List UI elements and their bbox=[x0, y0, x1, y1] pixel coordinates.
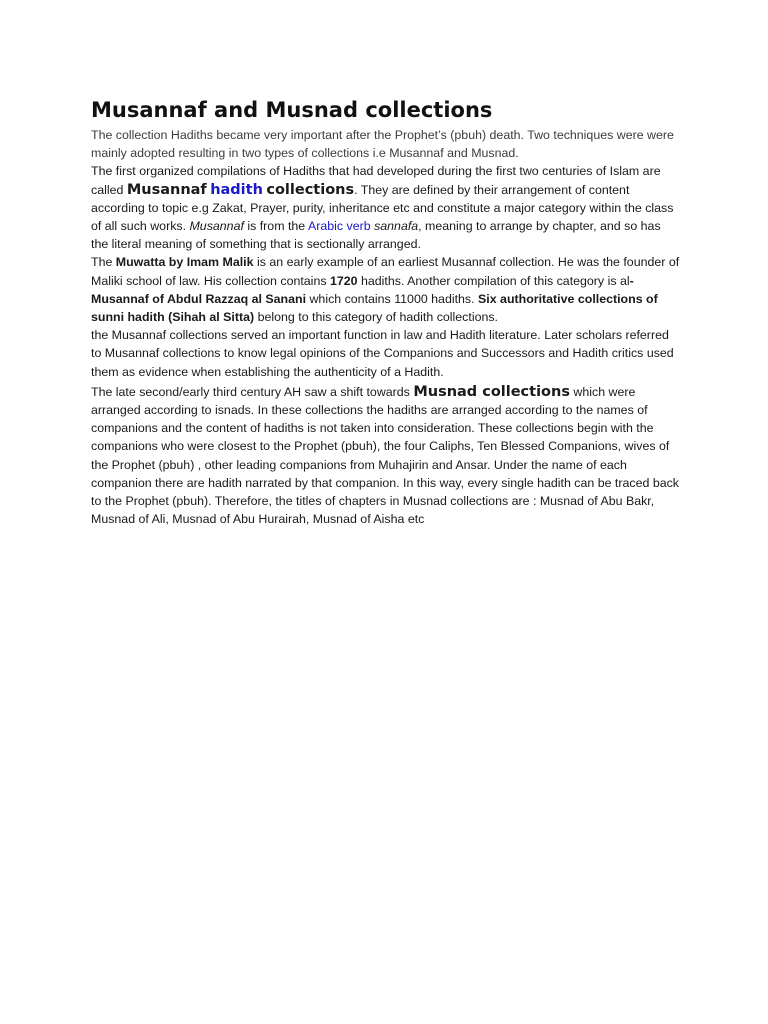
sihah-al-sitta-term: Six authoritative collections of sunni hadith (Sihah al Sitta) bbox=[91, 291, 658, 325]
text-run: which were arranged according to isnads. In these collections the hadiths are arranged according to the names of companions and the content of hadiths is not taken into consideration. These collections begin with the companions who were closest to the Prophet (pbuh), the four Caliphs, Ten Blessed Companions, wives of the Prophet (pbuh) , other leading companions from Muhajirin and Ansar. Under the name of each companion there are hadith narrated by that companion. In this way, every single hadith can be traced back to the Prophet (pbuh). Therefore, the titles of chapters in Musnad collections are : Musnad of Abu Bakr, Musnad of Ali, Musnad of Abu Hurairah, Musnad of Aisha etc bbox=[91, 384, 679, 527]
musannaf-term: Musannaf bbox=[126, 181, 207, 198]
text-run: The late second/early third century AH saw a shift towards bbox=[91, 384, 414, 399]
muwatta-paragraph bbox=[91, 253, 681, 326]
abdul-razzaq-term: - Musannaf of Abdul Razzaq al Sanani bbox=[91, 273, 634, 306]
text-run: The first organized compilations of Hadiths that had developed during the first two centuries of Islam are called bbox=[91, 164, 661, 197]
text-run: belong to this category of hadith collections. bbox=[254, 310, 498, 325]
text-run: hadiths. Another compilation of this category is al bbox=[357, 273, 630, 288]
arabic-verb-link[interactable]: Arabic verb bbox=[307, 219, 371, 234]
muwatta-term: Muwatta by Imam Malik bbox=[115, 255, 254, 270]
text-run: which contains 11000 hadiths. bbox=[306, 291, 479, 306]
hadith-link[interactable]: hadith bbox=[210, 181, 263, 198]
collections-term: collections bbox=[266, 181, 355, 198]
musnad-paragraph bbox=[91, 383, 681, 529]
text-run: is from the bbox=[243, 219, 308, 234]
text-run: is an early example of an earliest Musannaf collection. He was the founder of Maliki school of law. His collection contains bbox=[91, 255, 680, 288]
hadith-count-1720: 1720 bbox=[329, 273, 358, 288]
document-title: Musannaf and Musnad collections bbox=[91, 98, 493, 122]
function-paragraph: the Musannaf collections served an important function in law and Hadith literature. Later scholars referred to Musannaf collections to know legal opinions of the Companions and Successors and Hadith critics used them as evidence when establishing the authenticity of a Hadith. bbox=[91, 328, 674, 379]
text-run: , meaning to arrange by chapter, and so has the literal meaning of something that is sectionally arranged. bbox=[91, 219, 661, 252]
musannaf-paragraph bbox=[91, 162, 681, 253]
sannafa-italic: sannafa bbox=[374, 219, 419, 234]
intro-paragraph: The collection Hadiths became very important after the Prophet’s (pbuh) death. Two techniques were were mainly adopted resulting in two types of collections i.e Musannaf and Musnad. bbox=[91, 128, 674, 161]
musannaf-italic: Musannaf bbox=[189, 219, 244, 234]
text-run: The bbox=[91, 255, 116, 270]
text-run: . They are defined by their arrangement of content according to topic e.g Zakat, Prayer, purity, inheritance etc and constitute a major category within the class of all such works. bbox=[91, 182, 674, 234]
musnad-collections-term: Musnad collections bbox=[413, 383, 570, 400]
document-page bbox=[91, 96, 681, 528]
